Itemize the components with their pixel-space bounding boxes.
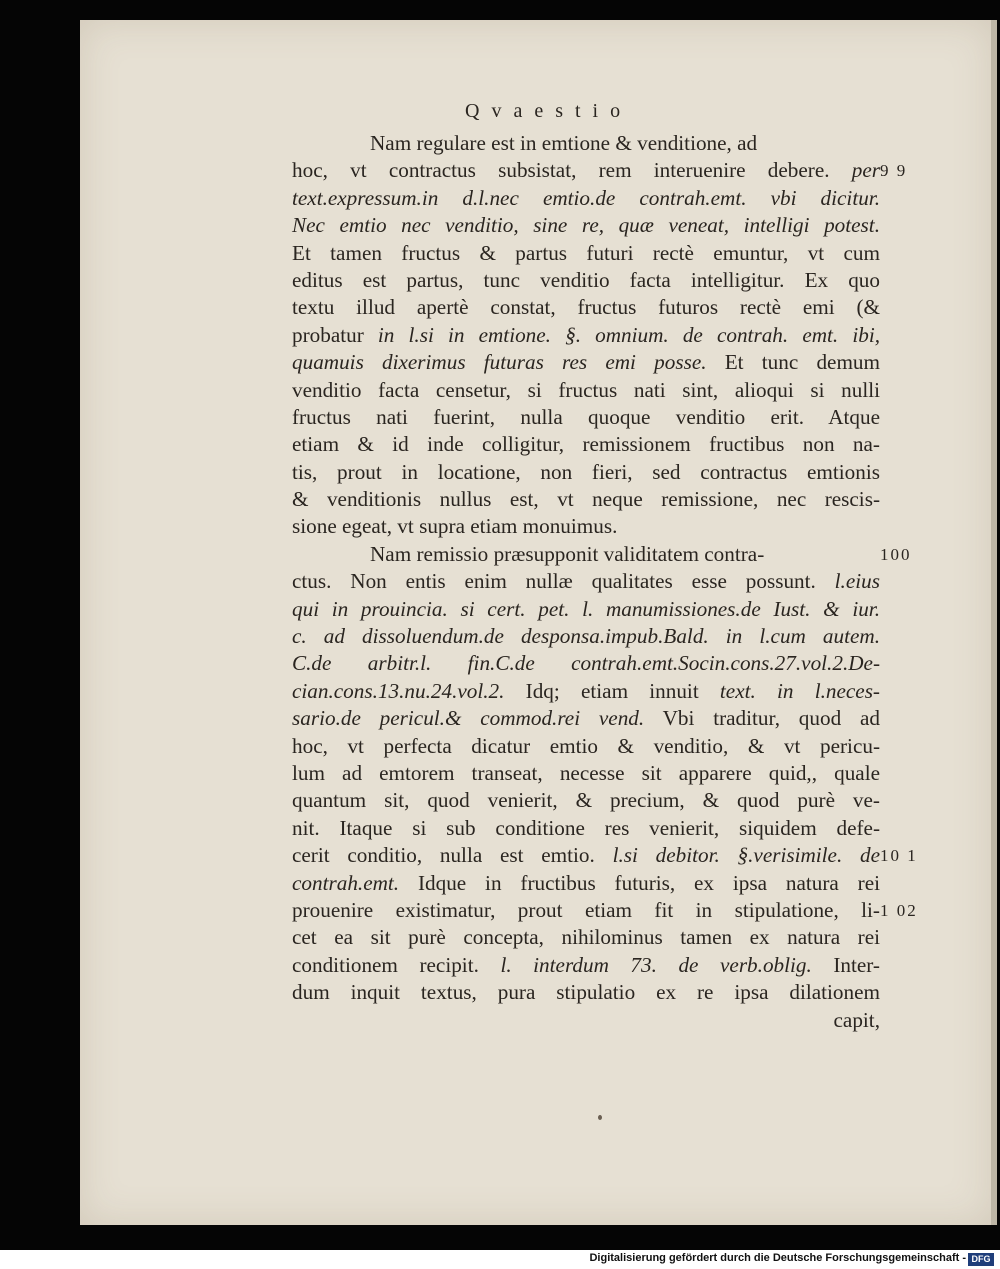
citation-text: cian.cons.13.nu.24.vol.2. [292,678,505,703]
line-text: fructus nati fuerint, nulla quoque venditio erit. Atque [292,404,880,429]
text-line [292,952,880,979]
citation-text: contrah.emt. [292,870,400,895]
dfg-logo: DFG [968,1253,994,1266]
text-line [292,787,880,814]
citation-text: C.de arbitr.l. fin.C.de contrah.emt.Socin.cons.27.vol.2.De- [292,651,880,676]
line-text: Vbi traditur, quod ad [644,706,880,731]
text-line [292,130,880,157]
citation-text: per [851,158,880,183]
citation-text: text.expressum.in d.l.nec emtio.de contrah.emt. vbi dicitur. [292,185,880,210]
line-text: tis, prout in locatione, non fieri, sed contractus emtionis [292,459,880,484]
margin-number: 100 [880,545,912,564]
line-text: textu illud apertè constat, fructus futuros rectè emi (& [292,295,880,320]
text-line [292,486,880,513]
text-line [292,240,880,267]
line-text: etiam & id inde colligitur, remissionem fructibus non na- [292,432,880,457]
text-line [292,431,880,458]
line-text: hoc, vt perfecta dicatur emtio & venditio, & vt pericu- [292,733,880,758]
text-line [292,897,880,924]
line-text: probatur [292,322,378,347]
text-line [292,815,880,842]
text-line [292,568,880,595]
citation-text: qui in prouincia. si cert. pet. l. manumissiones.de Iust. & iur. [292,596,880,621]
citation-text: quamuis dixerimus futuras res emi posse. [292,350,707,375]
margin-number: 9 9 [880,161,908,181]
line-text: sione egeat, vt supra etiam monuimus. [292,514,618,539]
line-text: Nam remissio præsupponit validitatem contra- [370,541,765,566]
running-header: Qvaestio [465,100,633,122]
text-line [292,541,880,568]
text-line [292,377,880,404]
text-line [292,513,880,540]
text-line [292,322,880,349]
line-text: editus est partus, tunc venditio facta intelligitur. Ex quo [292,267,880,292]
body-text [292,130,880,1034]
text-line [292,678,880,705]
text-line [292,924,880,951]
text-line [292,842,880,869]
line-text: Idque in fructibus futuris, ex ipsa natura rei [399,870,880,895]
citation-text: l.eius [834,569,880,594]
text-line [292,623,880,650]
line-text: Et tamen fructus & partus futuri rectè emuntur, vt cum [292,240,880,265]
citation-text: l.si debitor. §.verisimile. de [612,843,881,868]
text-line [292,870,880,897]
citation-text: Nec emtio nec venditio, sine re, quæ veneat, intelligi potest. [292,213,880,238]
page-edge [991,20,997,1225]
line-text: cet ea sit purè concepta, nihilominus tamen ex natura rei [292,925,880,950]
text-line [292,459,880,486]
line-text: lum ad emtorem transeat, necesse sit apparere quid,, quale [292,760,880,785]
citation-text: l. interdum 73. de verb.oblig. [500,952,812,977]
line-text: Idq; etiam innuit [504,678,720,703]
text-line [292,733,880,760]
text-line [292,596,880,623]
line-text: dum inquit textus, pura stipulatio ex re ipsa dilationem [292,980,880,1005]
line-text: Et tunc demum [706,350,881,375]
line-text: prouenire existimatur, prout etiam fit in stipulatione, li- [292,897,880,922]
text-line [292,294,880,321]
line-text: conditionem recipit. [292,952,501,977]
text-line [292,157,880,184]
text-line [292,349,880,376]
citation-text: text. in l.neces- [719,678,880,703]
ink-spot [598,1115,602,1120]
line-text: & venditionis nullus est, vt neque remissione, nec rescis- [292,487,880,512]
citation-text: sario.de pericul.& commod.rei vend. [292,706,645,731]
text-line [292,404,880,431]
line-text: Inter- [811,952,880,977]
text-line [292,760,880,787]
line-text: quantum sit, quod venierit, & precium, & quod purè ve- [292,788,880,813]
line-text: venditio facta censetur, si fructus nati sint, alioqui si nulli [292,377,880,402]
text-line [292,212,880,239]
margin-number: 1 02 [880,901,918,921]
text-line [292,705,880,732]
text-line [292,267,880,294]
line-text: capit, [833,1007,880,1032]
text-line [292,979,880,1006]
line-text: ctus. Non entis enim nullæ qualitates esse possunt. [292,569,835,594]
text-line [292,650,880,677]
line-text: nit. Itaque si sub conditione res venierit, siquidem defe- [292,815,880,840]
line-text: cerit conditio, nulla est emtio. [292,843,613,868]
text-line [292,1007,880,1034]
line-text: hoc, vt contractus subsistat, rem interuenire debere. [292,158,852,183]
line-text: Nam regulare est in emtione & venditione, ad [370,131,758,155]
citation-text: in l.si in emtione. §. omnium. de contrah. emt. ibi, [377,322,881,347]
margin-number: 10 1 [880,846,918,866]
citation-text: c. ad dissoluendum.de desponsa.impub.Bald. in l.cum autem. [292,624,880,649]
funding-credit: Digitalisierung gefördert durch die Deutsche Forschungsgemeinschaft - [589,1252,966,1264]
text-line [292,185,880,212]
